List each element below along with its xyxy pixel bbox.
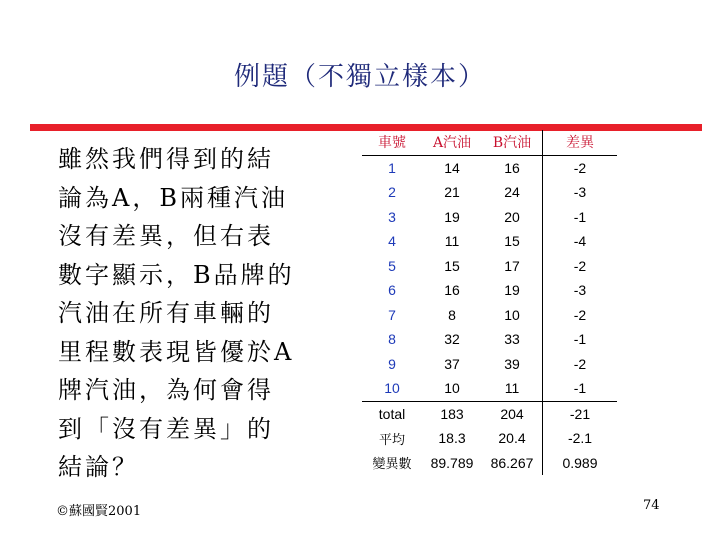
cell-gas-b: 10 (482, 303, 543, 328)
cell-summary-label: 變異數 (372, 457, 412, 473)
body-line: 結論？ (58, 453, 139, 481)
cell-gas-a: 10 (444, 380, 460, 397)
cell-gas-b: 39 (482, 352, 543, 377)
table-row (362, 229, 617, 254)
body-line: 汽油在所有車輛的 (58, 299, 274, 327)
body-line: 論為A，B兩種汽油 (58, 183, 288, 212)
body-line: 牌汽油，為何會得 (58, 376, 274, 404)
table-row (362, 180, 617, 205)
cell-summary-b: 20.4 (482, 426, 543, 451)
cell-gas-a: 8 (448, 306, 456, 323)
summary-row (362, 401, 617, 426)
cell-car-no: 2 (388, 184, 396, 201)
cell-car-no: 3 (388, 208, 396, 225)
cell-gas-a: 32 (444, 331, 460, 348)
cell-difference: -4 (573, 233, 587, 250)
cell-car-no: 9 (388, 355, 396, 372)
cell-difference: -2 (573, 355, 587, 372)
cell-summary-label: total (362, 401, 422, 426)
body-line: 沒有差異，但右表 (58, 222, 274, 250)
cell-summary-a: 89.789 (430, 454, 474, 471)
table-row (362, 327, 617, 352)
header-gas-a: A汽油 (422, 130, 482, 155)
cell-summary-label: 平均 (378, 432, 405, 448)
cell-difference: -1 (573, 208, 587, 225)
table-row (362, 278, 617, 303)
page-number: 74 (643, 498, 660, 513)
cell-gas-a: 14 (444, 159, 460, 176)
cell-car-no: 10 (384, 380, 400, 397)
cell-gas-b: 24 (482, 180, 543, 205)
cell-gas-a: 37 (444, 355, 460, 372)
header-difference: 差異 (543, 130, 618, 155)
cell-car-no: 8 (388, 331, 396, 348)
cell-car-no: 4 (388, 233, 396, 250)
cell-gas-a: 15 (444, 257, 460, 274)
cell-gas-b: 15 (482, 229, 543, 254)
table-header-row (362, 130, 617, 155)
cell-car-no: 5 (388, 257, 396, 274)
copyright-text: ©蘇國賢2001 (56, 504, 142, 519)
cell-gas-a: 21 (444, 184, 460, 201)
cell-gas-a: 11 (444, 233, 460, 250)
cell-difference: -2 (573, 257, 587, 274)
cell-summary-a: 18.3 (438, 430, 466, 447)
cell-summary-difference: -2.1 (567, 430, 593, 447)
cell-gas-b: 19 (482, 278, 543, 303)
body-line: 到「沒有差異」的 (58, 414, 274, 443)
cell-summary-b: 204 (482, 401, 543, 426)
summary-row (362, 426, 617, 451)
slide-title: 例題（不獨立樣本） (233, 62, 486, 92)
cell-car-no: 1 (388, 159, 396, 176)
body-line: 數字顯示，B品牌的 (58, 260, 295, 289)
table-row (362, 376, 617, 401)
table-row (362, 155, 617, 180)
cell-difference: -3 (573, 184, 587, 201)
table-row (362, 352, 617, 377)
cell-difference: -3 (573, 282, 587, 299)
cell-gas-a: 16 (444, 282, 460, 299)
cell-gas-b: 20 (482, 205, 543, 230)
table-row (362, 254, 617, 279)
cell-gas-b: 16 (482, 155, 543, 180)
cell-summary-difference: -21 (543, 401, 618, 426)
cell-gas-b: 33 (482, 327, 543, 352)
body-line: 里程數表現皆優於A (58, 337, 295, 366)
body-line: 雖然我們得到的結 (58, 145, 274, 173)
body-text (58, 140, 358, 487)
cell-gas-b: 11 (482, 376, 543, 401)
cell-summary-difference: 0.989 (562, 454, 598, 471)
cell-car-no: 6 (388, 282, 396, 299)
mileage-table (362, 130, 617, 475)
cell-gas-b: 17 (482, 254, 543, 279)
header-car-no: 車號 (362, 130, 422, 155)
cell-difference: -2 (573, 159, 587, 176)
cell-difference: -1 (573, 331, 587, 348)
table-row (362, 303, 617, 328)
cell-difference: -2 (573, 306, 587, 323)
header-gas-b: B汽油 (482, 130, 543, 155)
summary-row (362, 451, 617, 476)
cell-difference: -1 (573, 380, 587, 397)
cell-summary-b: 86.267 (482, 451, 543, 476)
cell-gas-a: 19 (444, 208, 460, 225)
cell-summary-a: 183 (422, 401, 482, 426)
cell-car-no: 7 (388, 306, 396, 323)
table-row (362, 205, 617, 230)
